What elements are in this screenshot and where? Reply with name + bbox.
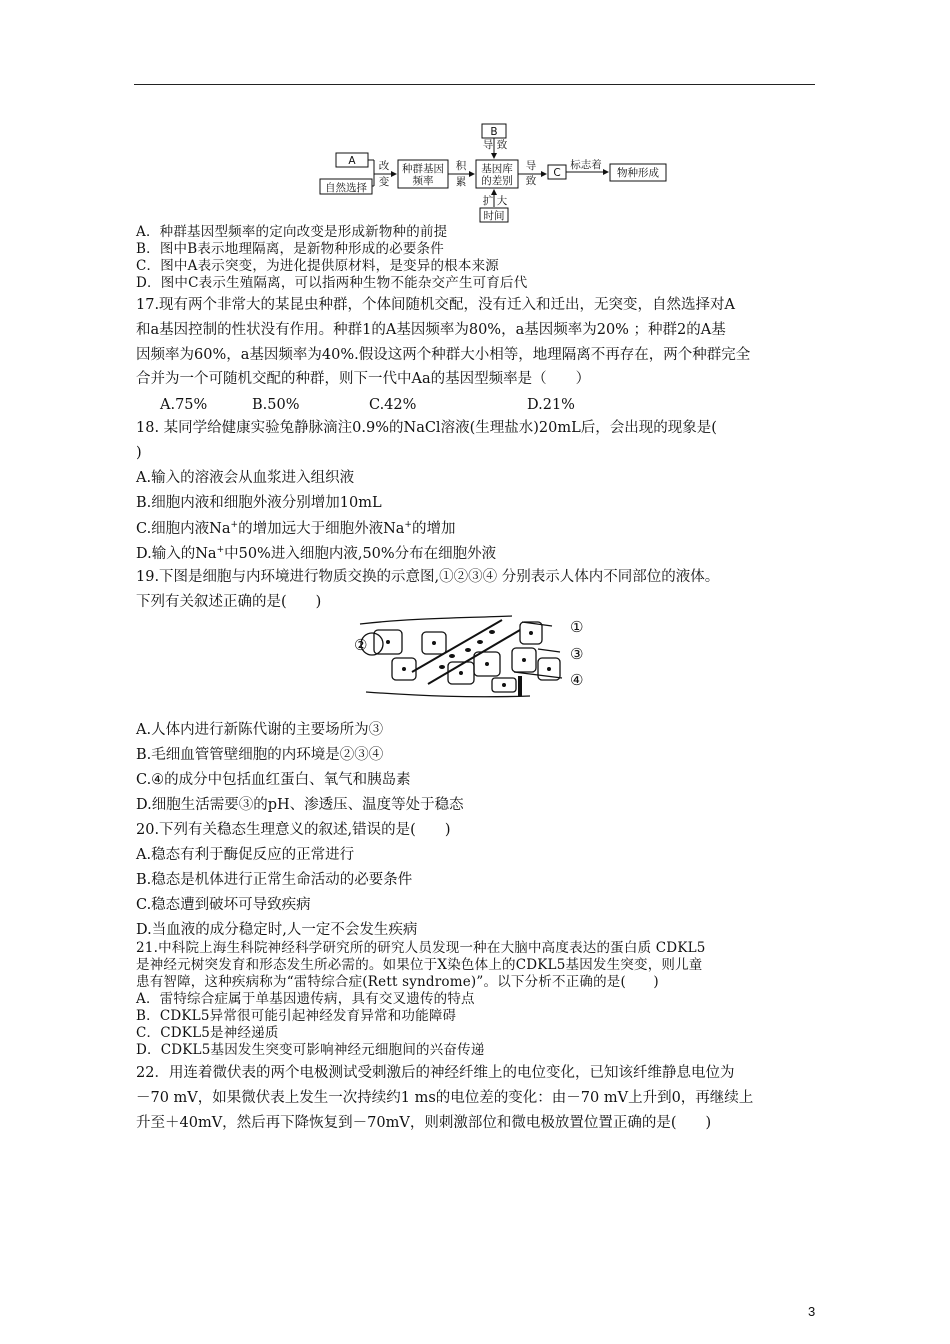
q18-option-d: D.输入的Na+中50%进入细胞内液,50%分布在细胞外液 [136,545,497,562]
flow-box-B: B [490,126,498,138]
flow-lead-top-1: 导 [482,139,494,151]
q22-line-1: 22．用连着微伏表的两个电极测试受刺激后的神经纤维上的电位变化，已知该纤维静息电位为 [136,1065,735,1081]
page-number: 3 [808,1304,816,1319]
flow-lead-2: 致 [525,175,537,187]
q21-option-a: A．雷特综合症属于单基因遗传病，具有交叉遗传的特点 [136,991,475,1007]
q17-line-2: 和a基因控制的性状没有作用。种群1的A基因频率为80%，a基因频率为20% ；种群2的A基 [136,322,726,338]
q18-line-2: ) [136,445,142,461]
flow-species: 物种形成 [617,167,659,179]
flow-change-1: 改 [378,160,390,172]
q21-option-d: D．CDKL5基因发生突变可影响神经元细胞间的兴奋传递 [136,1042,485,1058]
q22-line-2: －70 mV，如果微伏表上发生一次持续约1 ms的电位差的变化：由－70 mV上升到0，再继续上 [136,1090,754,1106]
header-rule [134,84,815,85]
q17-option-a: A.75% [160,397,208,413]
fluid-label-2: ② [354,636,368,654]
q20-option-c: C.稳态遭到破坏可导致疾病 [136,897,311,913]
q16-option-d: D．图中C表示生殖隔离，可以指两种生物不能杂交产生可育后代 [136,275,528,291]
q18-line-1: 18. 某同学给健康实验兔静脉滴注0.9%的NaCl溶液(生理盐水)20mL后，会出现的现象是( [136,420,717,436]
q21-option-b: B．CDKL5异常很可能引起神经发育异常和功能障碍 [136,1008,457,1024]
flow-box-C: C [553,167,561,179]
flow-accum-2: 累 [455,176,467,188]
q21-line-3: 患有智障，这种疾病称为“雷特综合症(Rett syndrome)”。以下分析不正确的是( ) [136,974,659,990]
flow-gene-freq-2: 频率 [412,175,434,187]
q17-line-1: 17.现有两个非常大的某昆虫种群，个体间随机交配，没有迁入和迁出，无突变，自然选择对A [136,297,736,313]
fluid-label-4: ④ [570,671,584,689]
fluid-label-3: ③ [570,645,584,663]
q16-option-a: A．种群基因型频率的定向改变是形成新物种的前提 [136,224,448,240]
flow-accum-1: 积 [455,160,467,172]
flow-time: 时间 [483,210,505,222]
q18-option-b: B.细胞内液和细胞外液分别增加10mL [136,495,382,511]
fluid-label-1: ① [570,618,584,636]
q19-option-a: A.人体内进行新陈代谢的主要场所为③ [136,722,384,738]
flow-gene-pool-1: 基因库 [481,163,513,175]
flow-lead-top-2: 致 [496,139,508,151]
q16-option-b: B．图中B表示地理隔离，是新物种形成的必要条件 [136,241,444,257]
flow-expand-2: 大 [496,195,508,207]
q18-option-a: A.输入的溶液会从血浆进入组织液 [136,470,355,486]
cell-fluid-diagram [352,612,602,702]
q20-line-1: 20.下列有关稳态生理意义的叙述,错误的是( ) [136,822,451,838]
q22-line-3: 升至＋40mV，然后再下降恢复到－70mV，则刺激部位和微电极放置位置正确的是( ) [136,1115,712,1131]
q19-line-2: 下列有关叙述正确的是( ) [136,594,322,610]
q17-line-3: 因频率为60%，a基因频率为40%.假设这两个种群大小相等，地理隔离不再存在，两个种群完全 [136,347,751,363]
speciation-flow-diagram [312,120,672,226]
q19-option-d: D.细胞生活需要③的pH、渗透压、温度等处于稳态 [136,797,464,813]
flow-gene-freq-1: 种群基因 [402,163,444,175]
q17-option-d: D.21% [527,397,575,413]
q20-option-a: A.稳态有利于酶促反应的正常进行 [136,847,355,863]
q17-line-4: 合并为一个可随机交配的种群，则下一代中Aa的基因型频率是（ ） [136,371,591,387]
q21-line-1: 21.中科院上海生科院神经科学研究所的研究人员发现一种在大脑中高度表达的蛋白质 CDKL5 [136,940,706,956]
q17-option-c: C.42% [369,397,417,413]
q20-option-d: D.当血液的成分稳定时,人一定不会发生疾病 [136,922,418,938]
q20-option-b: B.稳态是机体进行正常生命活动的必要条件 [136,872,413,888]
flow-mark: 标志着 [570,159,602,171]
q18-option-c: C.细胞内液Na+的增加远大于细胞外液Na+的增加 [136,520,456,537]
flow-lead-1: 导 [525,160,537,172]
q16-option-c: C．图中A表示突变，为进化提供原材料，是变异的根本来源 [136,258,499,274]
q19-line-1: 19.下图是细胞与内环境进行物质交换的示意图,①②③④ 分别表示人体内不同部位的液体。 [136,569,720,585]
q21-option-c: C．CDKL5是神经递质 [136,1025,279,1041]
q19-option-b: B.毛细血管管壁细胞的内环境是②③④ [136,747,384,763]
q21-line-2: 是神经元树突发育和形态发生所必需的。如果位于X染色体上的CDKL5基因发生突变，则儿童 [136,957,703,973]
flow-box-A: A [348,155,356,167]
q19-option-c: C.④的成分中包括血红蛋白、氧气和胰岛素 [136,772,411,788]
flow-natural-selection: 自然选择 [325,182,367,194]
q17-option-b: B.50% [252,397,300,413]
flow-expand-1: 扩 [482,195,494,207]
flow-gene-pool-2: 的差别 [481,175,513,187]
flow-change-2: 变 [378,176,390,188]
